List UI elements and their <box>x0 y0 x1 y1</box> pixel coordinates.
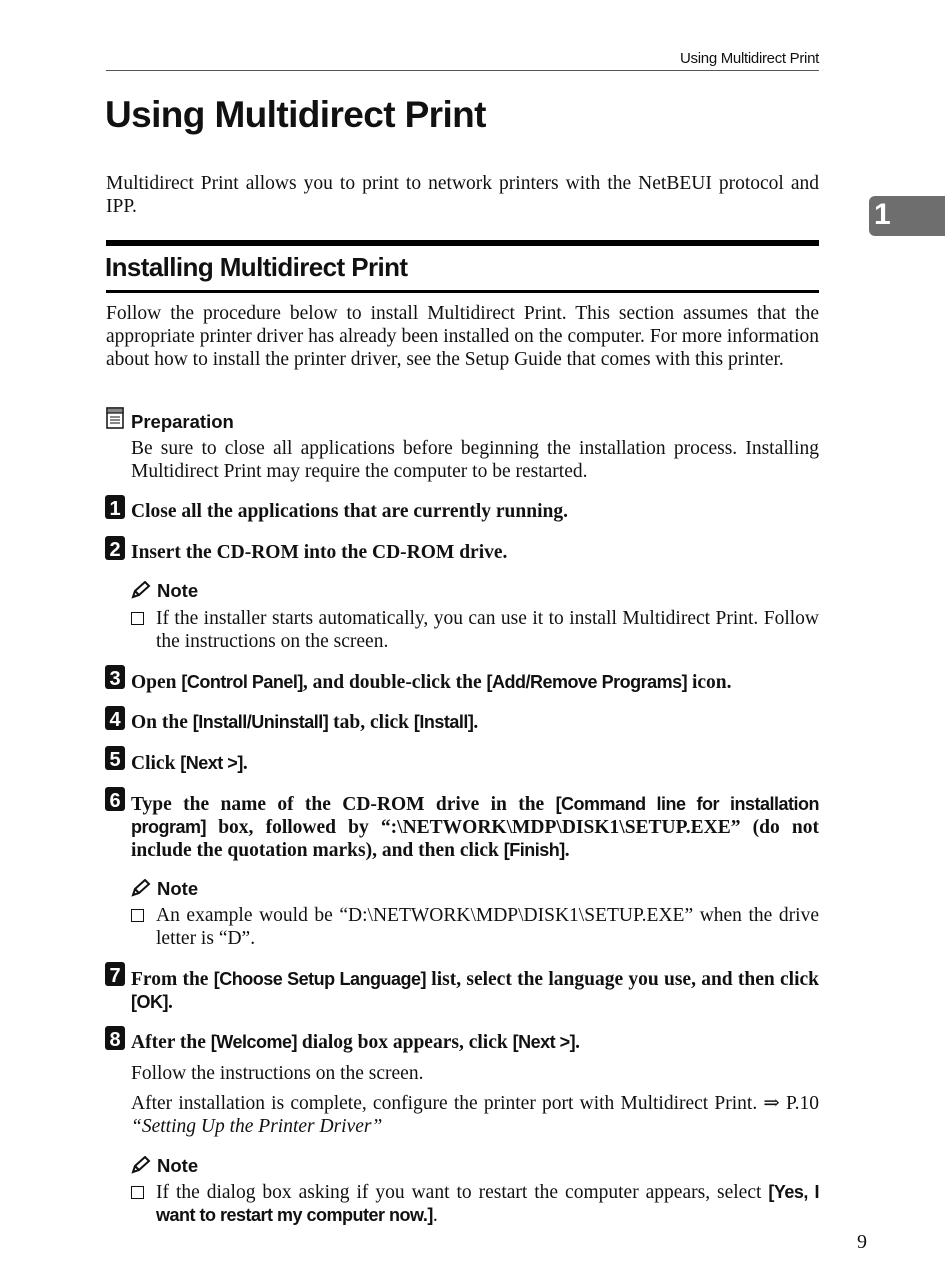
next-label: [Next >] <box>180 753 243 773</box>
step-number-5 <box>104 745 126 771</box>
next-label: [Next >] <box>512 1032 576 1052</box>
step-1-text: Close all the applications that are currently running. <box>131 501 568 522</box>
welcome-label: [Welcome] <box>210 1032 297 1052</box>
pencil-icon <box>131 1156 151 1174</box>
ok-label: [OK] <box>131 992 168 1012</box>
svg-text:5: 5 <box>109 749 121 771</box>
svg-text:7: 7 <box>109 965 121 987</box>
page-title: Using Multidirect Print <box>105 94 486 135</box>
checkbox-bullet-icon <box>131 1186 144 1199</box>
pencil-icon <box>131 581 151 599</box>
step-number-2 <box>104 535 126 561</box>
section-rule-top <box>106 240 819 246</box>
step-3-text: Open [Control Panel], and double-click the [Add/Remove Programs] icon. <box>131 672 732 693</box>
svg-text:3: 3 <box>109 668 121 690</box>
note-3-heading <box>131 1155 198 1177</box>
step-6-text: Type the name of the CD-ROM drive in the [Command line for installation program] box, followed by “:\NETWORK\MDP\DISK1\SETUP.EXE” (do not include the quotation marks), and then click [Finish]. <box>131 794 819 861</box>
step-2-text: Insert the CD-ROM into the CD-ROM drive. <box>131 542 508 563</box>
restart-option-label: [Yes, I want to restart my computer now.] <box>156 1182 819 1225</box>
step-8-text: After the [Welcome] dialog box appears, click [Next >]. <box>131 1032 580 1053</box>
preparation-title: Preparation <box>131 411 234 432</box>
svg-text:6: 6 <box>109 790 121 812</box>
svg-text:4: 4 <box>109 709 121 731</box>
step-number-3 <box>104 664 126 690</box>
choose-setup-language-label: [Choose Setup Language] <box>213 969 427 989</box>
step-number-6 <box>104 786 126 812</box>
step-number-7 <box>104 961 126 987</box>
preparation-body: Be sure to close all applications before beginning the installation process. Installing Multidirect Print may require the computer to be restarted. <box>131 438 819 482</box>
cross-reference-link: “Setting Up the Printer Driver” <box>131 1116 383 1137</box>
page-number: 9 <box>857 1231 867 1253</box>
running-header <box>106 48 819 71</box>
note-1-heading <box>131 580 198 602</box>
note-2-heading <box>131 878 198 900</box>
intro-paragraph: Multidirect Print allows you to print to network printers with the NetBEUI protocol and IPP. <box>106 173 819 217</box>
note-1-text: If the installer starts automatically, you can use it to install Multidirect Print. Follow the instructions on the screen. <box>156 608 819 652</box>
checkbox-bullet-icon <box>131 909 144 922</box>
step-8-follow-text: Follow the instructions on the screen. <box>131 1063 424 1084</box>
svg-text:8: 8 <box>109 1029 121 1051</box>
step-4-text: On the [Install/Uninstall] tab, click [Install]. <box>131 712 479 733</box>
note-label: Note <box>157 1155 199 1176</box>
control-panel-label: [Control Panel] <box>181 672 303 692</box>
install-uninstall-label: [Install/Uninstall] <box>192 712 329 732</box>
note-2-text: An example would be “D:\NETWORK\MDP\DISK1\SETUP.EXE” when the drive letter is “D”. <box>156 905 819 949</box>
step-number-4 <box>104 705 126 731</box>
step-8-after-text: After installation is complete, configure the printer port with Multidirect Print. ⇒ P.10 “Setting Up the Printer Driver” <box>131 1093 819 1137</box>
add-remove-programs-label: [Add/Remove Programs] <box>486 672 688 692</box>
section-body: Follow the procedure below to install Multidirect Print. This section assumes that the appropriate printer driver has already been installed on the computer. For more information about how to install the printer driver, see the Setup Guide that comes with this printer. <box>106 303 819 370</box>
pencil-icon <box>131 879 151 897</box>
command-line-label: [Command line for installation program] <box>131 794 819 837</box>
note-label: Note <box>157 580 199 601</box>
running-header-title: Using Multidirect Print <box>680 50 819 67</box>
finish-label: [Finish] <box>503 840 565 860</box>
note-3-text: If the dialog box asking if you want to restart the computer appears, select [Yes, I want to restart my computer now.]. <box>156 1182 819 1226</box>
step-number-8 <box>104 1025 126 1051</box>
install-label: [Install] <box>413 712 474 732</box>
step-5-text: Click [Next >]. <box>131 753 248 774</box>
checkbox-bullet-icon <box>131 612 144 625</box>
chapter-tab <box>869 196 945 236</box>
preparation-icon <box>106 407 124 429</box>
step-7-text: From the [Choose Setup Language] list, select the language you use, and then click [OK]. <box>131 969 820 1013</box>
chapter-number: 1 <box>874 198 891 231</box>
svg-text:1: 1 <box>109 498 121 520</box>
section-rule-bottom <box>106 290 819 293</box>
section-title: Installing Multidirect Print <box>105 252 408 282</box>
svg-text:2: 2 <box>109 539 121 561</box>
step-number-1 <box>104 494 126 520</box>
note-label: Note <box>157 878 199 899</box>
